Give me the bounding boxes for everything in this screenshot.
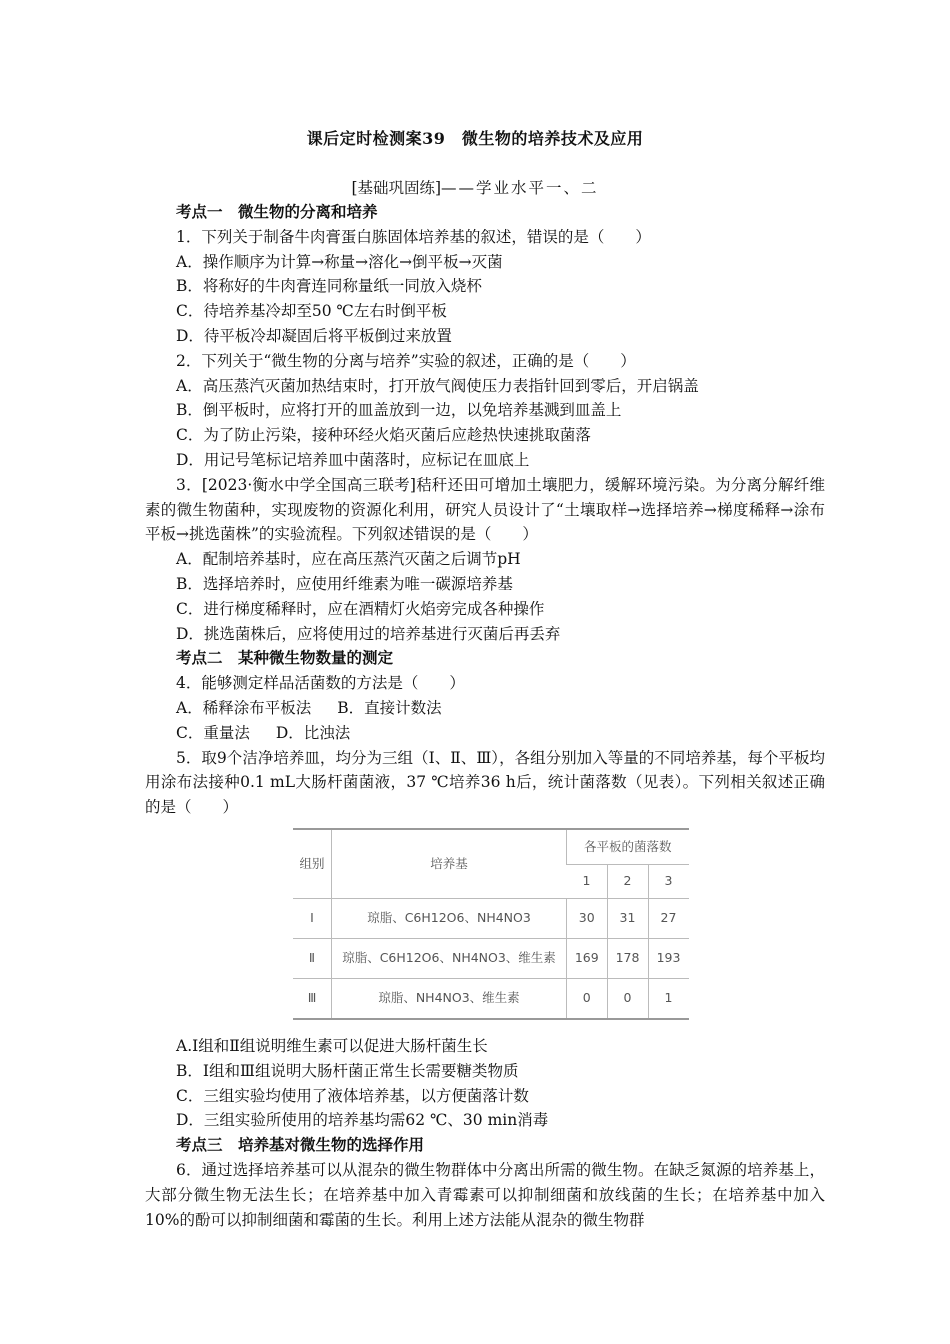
q5-option-a: A.Ⅰ组和Ⅱ组说明维生素可以促进大肠杆菌生长 — [176, 1036, 488, 1055]
table-row — [293, 978, 689, 1019]
subtitle-bracket: [基础巩固练] — [351, 179, 442, 197]
table-row — [293, 938, 689, 978]
q1-option-a: A．操作顺序为计算→称量→溶化→倒平板→灭菌 — [176, 252, 503, 271]
header-plate-1: 1 — [567, 864, 608, 898]
row1-count-3: 27 — [648, 898, 689, 938]
header-medium: 培养基 — [332, 829, 567, 899]
q2-option-d: D．用记号笔标记培养皿中菌落时，应标记在皿底上 — [176, 450, 530, 469]
q5-table-wrapper — [293, 828, 825, 1020]
section-heading-2: 考点二 某种微生物数量的测定 — [176, 648, 394, 668]
row1-count-2: 31 — [607, 898, 648, 938]
table-row — [293, 898, 689, 938]
row3-medium: 琼脂、NH4NO3、维生素 — [332, 978, 567, 1019]
q3-option-b: B．选择培养时，应使用纤维素为唯一碳源培养基 — [176, 574, 513, 593]
q6-stem: 6．通过选择培养基可以从混杂的微生物群体中分离出所需的微生物。在缺乏氮源的培养基上，大部分微生物无法生长；在培养基中加入青霉素可以抑制细菌和放线菌的生长；在培养基中加入10%的酚可以抑制细菌和霉菌的生长。利用上述方法能从混杂的微生物群 — [145, 1160, 825, 1229]
subtitle-tail: ——学业水平一、二 — [441, 179, 599, 197]
q1-stem: 1．下列关于制备牛肉膏蛋白胨固体培养基的叙述，错误的是（ ） — [176, 227, 651, 246]
q2-option-c: C．为了防止污染，接种环经火焰灭菌后应趁热快速挑取菌落 — [176, 426, 591, 445]
q3-option-c: C．进行梯度稀释时，应在酒精灯火焰旁完成各种操作 — [176, 599, 545, 618]
question-content — [145, 200, 825, 1232]
row2-count-2: 178 — [607, 938, 648, 978]
section-heading-1: 考点一 微生物的分离和培养 — [176, 202, 378, 221]
page-title: 课后定时检测案39 微生物的培养技术及应用 — [306, 129, 644, 148]
header-plate-2: 2 — [607, 864, 648, 898]
header-plate-3: 3 — [648, 864, 689, 898]
header-colony-count: 各平板的菌落数 — [567, 829, 689, 865]
q4-option-c: C．重量法 — [176, 723, 250, 742]
header-group: 组别 — [293, 829, 332, 899]
row3-count-2: 0 — [607, 978, 648, 1019]
q5-option-c: C．三组实验均使用了液体培养基，以方便菌落计数 — [176, 1086, 529, 1105]
row2-medium: 琼脂、C6H12O6、NH4NO3、维生素 — [332, 938, 567, 978]
q4-options-ab — [145, 696, 825, 721]
row1-count-1: 30 — [567, 898, 608, 938]
q5-option-b: B．Ⅰ组和Ⅲ组说明大肠杆菌正常生长需要糖类物质 — [176, 1061, 519, 1080]
q1-option-c: C．待培养基冷却至50 ℃左右时倒平板 — [176, 302, 447, 321]
q4-option-d: D．比浊法 — [275, 723, 351, 742]
section-subtitle — [0, 176, 950, 198]
row2-group: Ⅱ — [293, 938, 332, 978]
q3-option-a: A．配制培养基时，应在高压蒸汽灭菌之后调节pH — [176, 550, 521, 569]
q5-stem: 5．取9个洁净培养皿，均分为三组（Ⅰ、Ⅱ、Ⅲ），各组分别加入等量的不同培养基，每个平板均用涂布法接种0.1 mL大肠杆菌菌液，37 ℃培养36 h后，统计菌落数（见表）。下列相关叙述正确的是（ ） — [145, 748, 825, 817]
q2-stem: 2．下列关于“微生物的分离与培养”实验的叙述，正确的是（ ） — [176, 351, 636, 370]
row1-medium: 琼脂、C6H12O6、NH4NO3 — [332, 898, 567, 938]
row1-group: Ⅰ — [293, 898, 332, 938]
q4-options-cd — [145, 721, 825, 746]
row2-count-3: 193 — [648, 938, 689, 978]
q4-option-a: A．稀释涂布平板法 — [176, 698, 312, 717]
q2-option-b: B．倒平板时，应将打开的皿盖放到一边，以免培养基溅到皿盖上 — [176, 401, 622, 420]
q4-option-b: B．直接计数法 — [337, 698, 442, 717]
q5-option-d: D．三组实验所使用的培养基均需62 ℃、30 min消毒 — [176, 1111, 549, 1130]
row2-count-1: 169 — [567, 938, 608, 978]
q2-option-a: A．高压蒸汽灭菌加热结束时，打开放气阀使压力表指针回到零后，开启锅盖 — [176, 376, 699, 395]
row3-count-1: 0 — [567, 978, 608, 1019]
q4-stem: 4．能够测定样品活菌数的方法是（ ） — [176, 674, 465, 693]
section-heading-3: 考点三 培养基对微生物的选择作用 — [176, 1135, 425, 1155]
q1-option-d: D．待平板冷却凝固后将平板倒过来放置 — [176, 326, 452, 345]
q1-option-b: B．将称好的牛肉膏连同称量纸一同放入烧杯 — [176, 277, 482, 296]
colony-count-table — [293, 828, 689, 1020]
row3-count-3: 1 — [648, 978, 689, 1019]
row3-group: Ⅲ — [293, 978, 332, 1019]
q3-option-d: D．挑选菌株后，应将使用过的培养基进行灭菌后再丢弃 — [176, 624, 561, 643]
q3-stem: 3．[2023·衡水中学全国高三联考]秸秆还田可增加土壤肥力，缓解环境污染。为分离分解纤维素的微生物菌种，实现废物的资源化利用，研究人员设计了“土壤取样→选择培养→梯度稀释→涂布平板→挑选菌株”的实验流程。下列叙述错误的是（ ） — [145, 475, 825, 544]
